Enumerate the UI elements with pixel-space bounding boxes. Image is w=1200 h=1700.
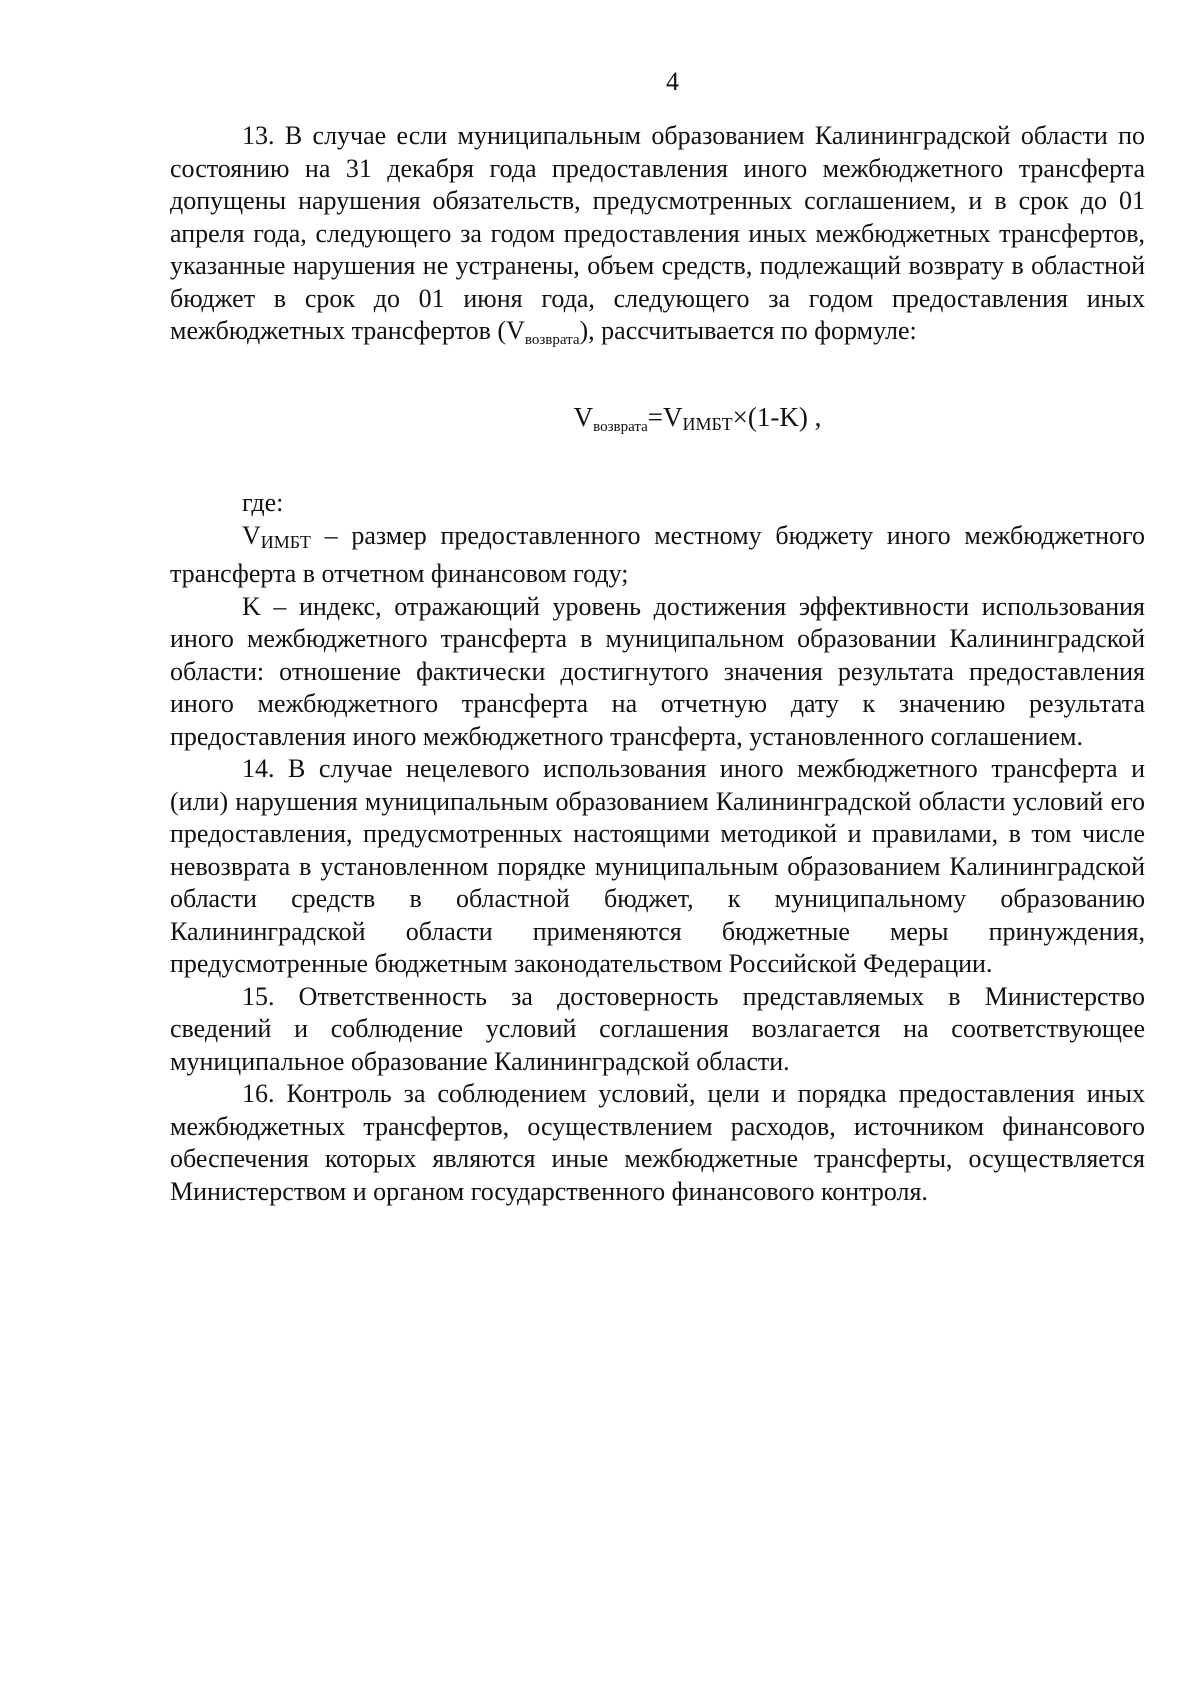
formula-lhs: V [573,401,594,432]
where-label: где: [242,488,284,517]
paragraph-13-text: 13. В случае если муниципальным образованием Калининградской области по состоянию на 31 декабря года предоставления иного межбюджетного трансферта допущены нарушения обязательств, предусмотренных соглашением, и в срок до 01 апреля года, следующего за годом предоставления иных межбюджетных трансфертов, указанные нарушения не устранены, объем средств, подлежащий возврату в областной бюджет в срок до 01 июня года, следующего за годом предоставления иных межбюджетных трансфертов ( [170,121,1145,345]
page-number: 4 [666,67,679,96]
paragraph-13-tail: ), рассчитывается по формуле: [579,316,917,345]
v-return-symbol: V [506,316,525,345]
formula-lhs-subscript: возврата [593,418,648,435]
paragraph-13 [170,120,1145,357]
formula-rhs-v: V [663,401,683,432]
definition-k: K – индекс, отражающий уровень достижения эффективности использования иного межбюджетного трансферта в муниципальном образовании Калининградской области: отношение фактически достигнутого значения результата предоставления иного межбюджетного трансферта на отчетную дату к значению результата предоставления иного межбюджетного трансферта, установленного соглашением. [170,591,1145,751]
definition-v-imbt [170,520,1145,591]
def-imbt-subscript: ИМБТ [260,531,311,552]
paragraph-16: 16. Контроль за соблюдением условий, цели и порядка предоставления иных межбюджетных трансфертов, осуществлением расходов, источником финансового обеспечения которых являются иные межбюджетные трансферты, осуществляется Министерством и органом государственного финансового контроля. [170,1079,1145,1206]
document-page [170,66,1145,1208]
formula-rest: ×(1-K) , [732,401,822,432]
v-return-subscript: возврата [524,332,580,348]
def-imbt-symbol: V [242,520,261,550]
formula-equals: = [647,401,664,432]
paragraph-14: 14. В случае нецелевого использования иного межбюджетного трансферта и (или) нарушения муниципальным образованием Калининградской области условий его предоставления, предусмотренных настоящими методикой и правилами, в том числе невозврата в установленном порядке муниципальным образованием Калининградской области средств в областной бюджет, к муниципальному образованию Калининградской области применяются бюджетные меры принуждения, предусмотренные бюджетным законодательством Российской Федерации. [170,754,1145,978]
paragraph-15: 15. Ответственность за достоверность представляемых в Министерство сведений и соблюдение условий соглашения возлагается на соответствующее муниципальное образование Калининградской области. [170,981,1145,1076]
def-imbt-text: – размер предоставленного местному бюджету иного межбюджетного трансферта в отчетном финансовом году; [170,520,1145,588]
formula-rhs-subscript: ИМБТ [682,413,733,434]
return-formula [170,401,1145,444]
